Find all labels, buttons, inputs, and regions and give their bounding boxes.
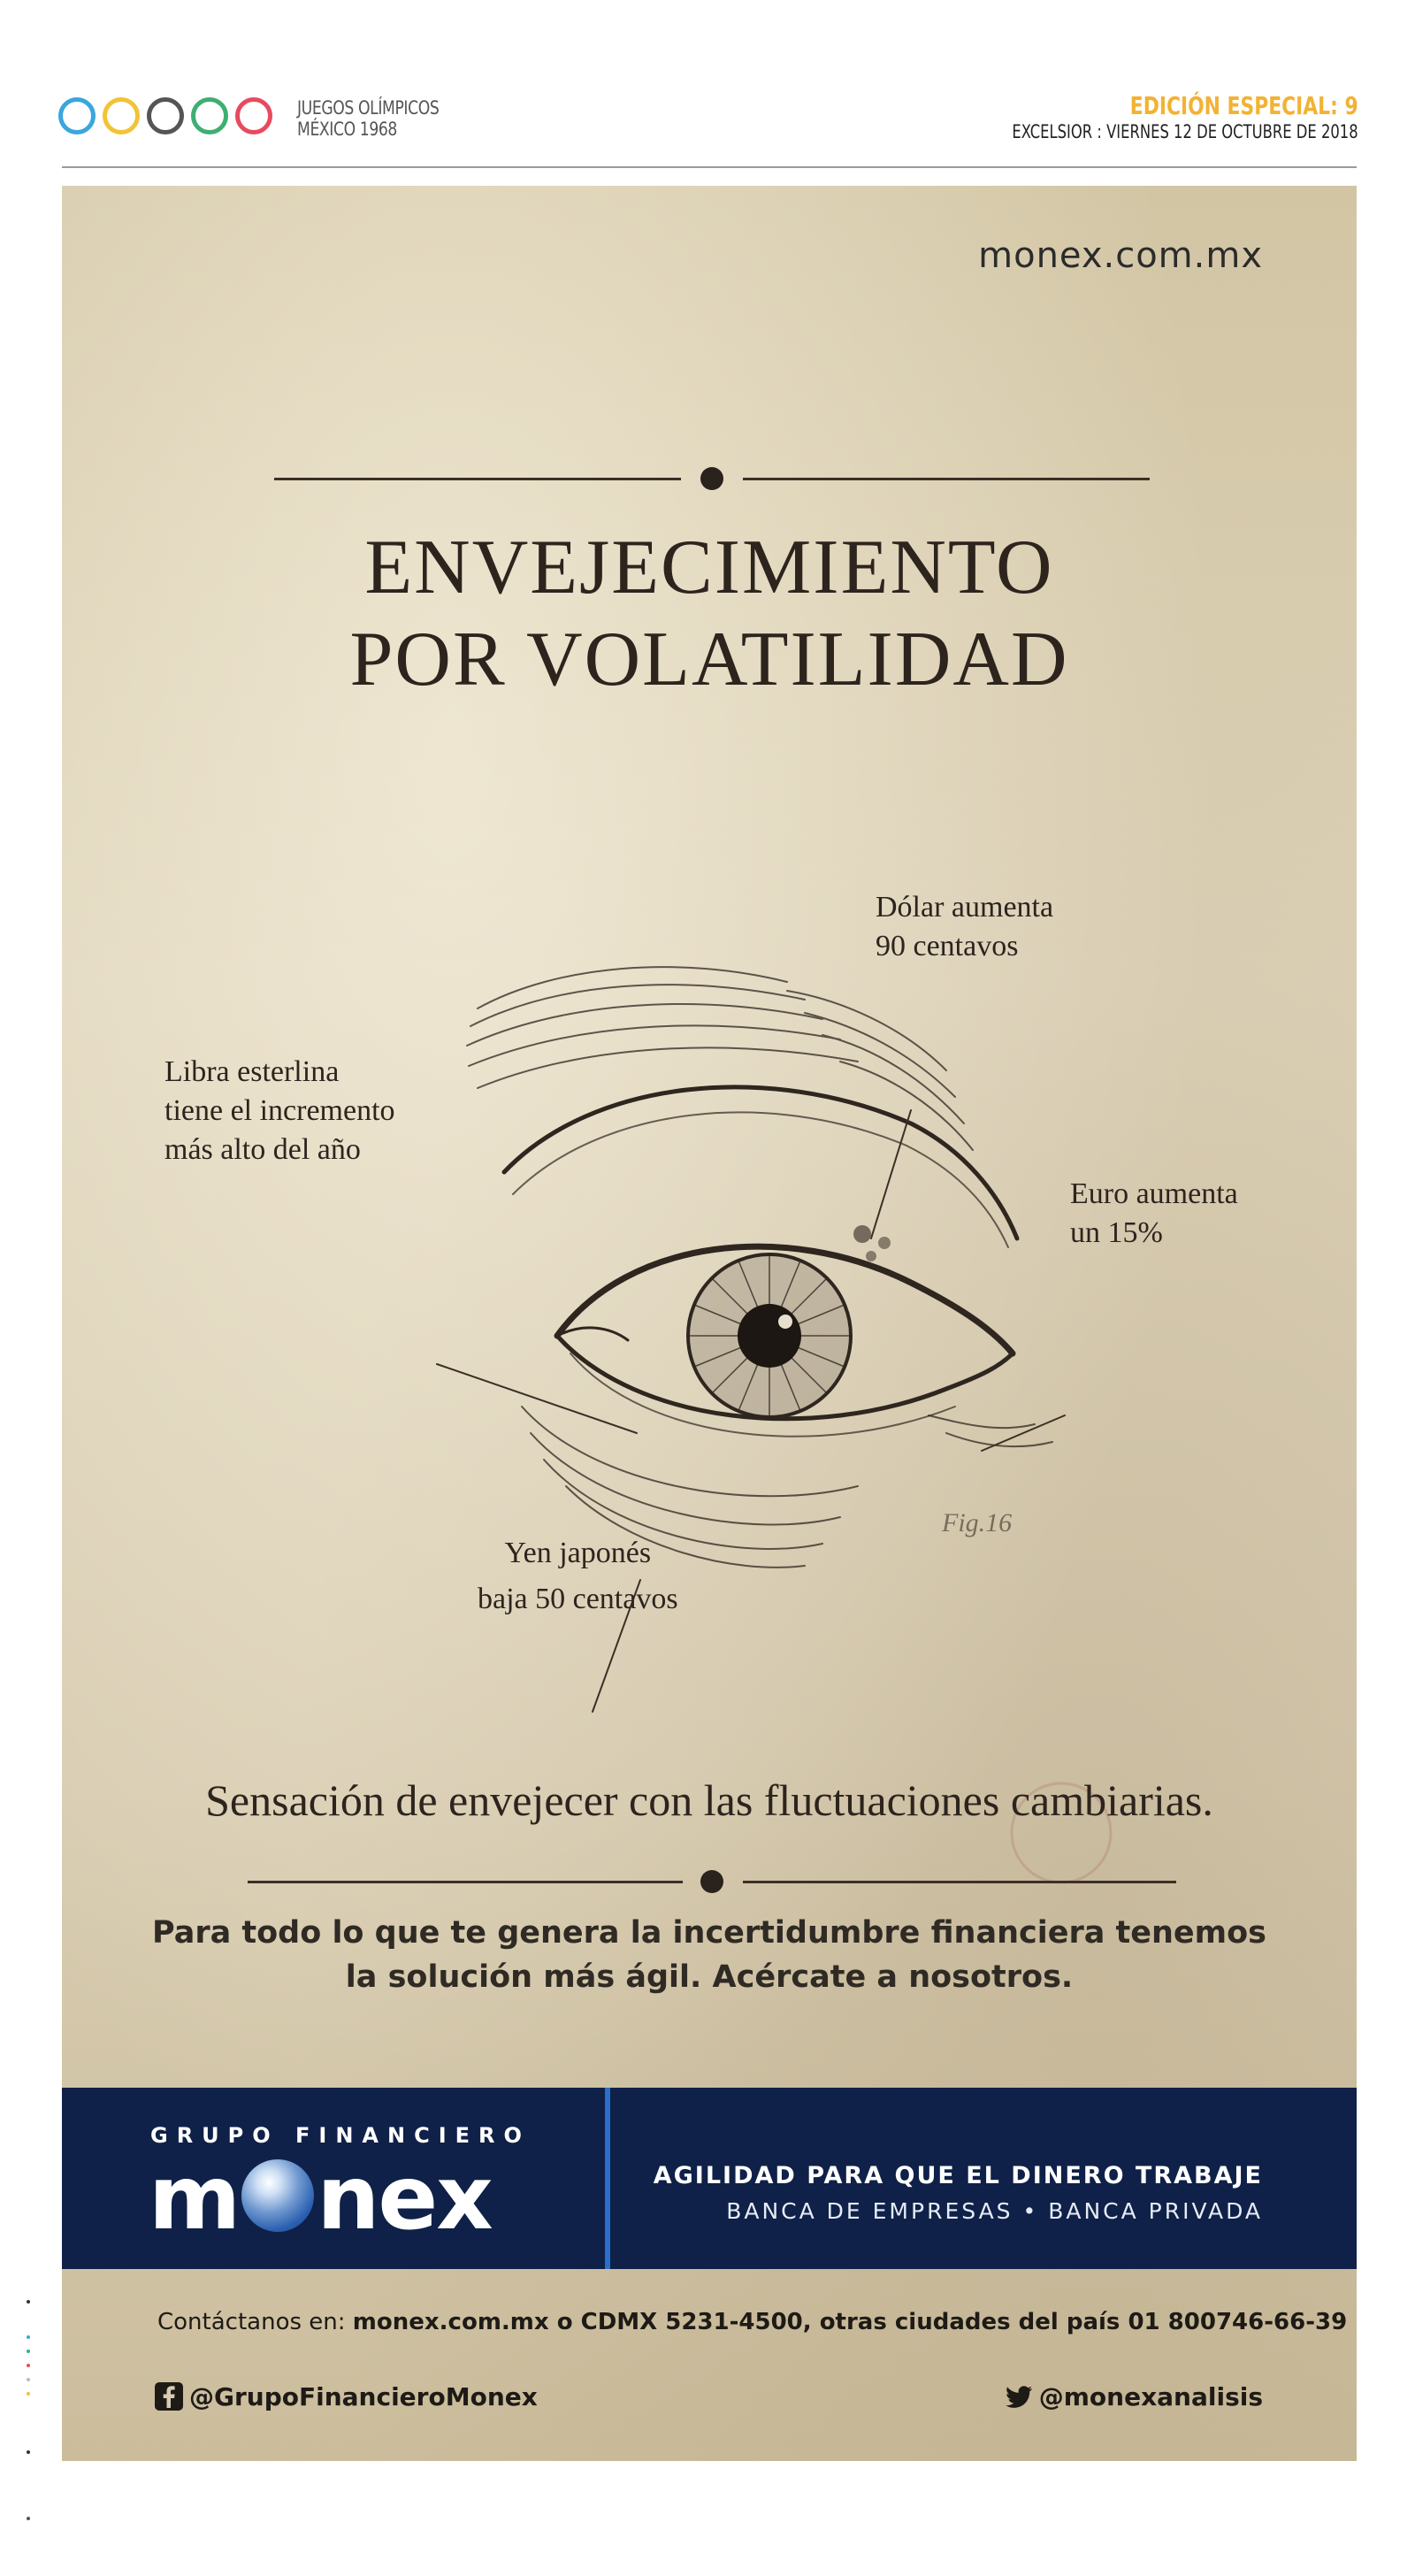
twitter-handle[interactable] xyxy=(1004,2381,1263,2411)
banner-slogan xyxy=(654,2158,1263,2229)
callout-dolar-line1: Dólar aumenta xyxy=(876,891,1054,924)
divider-line-left xyxy=(248,1881,683,1883)
olympic-ring-green xyxy=(191,97,228,134)
logo-text-right: nex xyxy=(317,2146,492,2250)
services-line: BANCA DE EMPRESAS • BANCA PRIVADA xyxy=(726,2198,1263,2224)
registration-dot xyxy=(27,2364,30,2367)
contact-label: Contáctanos en: xyxy=(157,2309,353,2335)
slogan-line: AGILIDAD PARA QUE EL DINERO TRABAJE xyxy=(653,2162,1263,2189)
registration-dot xyxy=(27,2450,30,2454)
olympic-rings-logo xyxy=(58,94,285,143)
registration-dot xyxy=(27,2300,30,2304)
olympic-ring-blue xyxy=(58,97,96,134)
figure-label: Fig.16 xyxy=(942,1508,1013,1537)
divider-line-right xyxy=(743,1881,1176,1883)
cta-line1: Para todo lo que te genera la incertidumbre financiera tenemos xyxy=(151,1915,1267,1951)
games-title-line2: MÉXICO 1968 xyxy=(297,119,397,140)
edition-info xyxy=(1013,92,1358,143)
registration-dot xyxy=(27,2392,30,2396)
callout-euro-line2: un 15% xyxy=(1070,1216,1163,1249)
group-label: GRUPO FINANCIERO xyxy=(150,2123,531,2148)
facebook-handle-text: @GrupoFinancieroMonex xyxy=(189,2381,538,2411)
edition-label: EDICIÓN ESPECIAL: 9 xyxy=(1130,91,1358,120)
bottom-ornament-divider xyxy=(248,1868,1176,1895)
callout-yen xyxy=(478,1530,678,1622)
dateline: EXCELSIOR : VIERNES 12 DE OCTUBRE DE 2018 xyxy=(1012,121,1358,142)
callout-euro xyxy=(1070,1175,1238,1253)
divider-dot xyxy=(700,1870,723,1893)
headline-line2: POR VOLATILIDAD xyxy=(349,617,1069,702)
facebook-handle[interactable] xyxy=(154,2381,538,2411)
pupil-highlight xyxy=(778,1315,792,1329)
registration-dot xyxy=(27,2335,30,2339)
twitter-icon xyxy=(1004,2381,1034,2411)
upper-lid-fold xyxy=(504,1087,1017,1238)
headline-line1: ENVEJECIMIENTO xyxy=(364,525,1054,610)
callout-yen-line1: Yen japonés xyxy=(504,1537,652,1569)
games-title xyxy=(297,97,439,140)
tagline: Sensación de envejecer con las fluctuaciones cambiarias. xyxy=(205,1775,1213,1825)
games-title-line1: JUEGOS OLÍMPICOS xyxy=(297,97,440,119)
monex-logo xyxy=(149,2146,492,2250)
facebook-icon xyxy=(154,2381,184,2411)
callout-euro-line1: Euro aumenta xyxy=(1070,1177,1238,1210)
olympic-ring-yellow xyxy=(103,97,140,134)
callout-libra-line3: más alto del año xyxy=(164,1133,361,1166)
leader-dolar xyxy=(871,1110,911,1238)
contact-details[interactable]: monex.com.mx o CDMX 5231-4500, otras ciudades del país 01 800746-66-39 xyxy=(352,2309,1348,2335)
logo-text-left: m xyxy=(149,2146,240,2250)
registration-dot xyxy=(27,2350,30,2353)
olympic-ring-red xyxy=(235,97,272,134)
cta-line2: la solución más ágil. Acércate a nosotros. xyxy=(345,1959,1074,1995)
advertisement xyxy=(62,186,1357,2461)
callout-libra-line1: Libra esterlina xyxy=(164,1055,340,1088)
callout-yen-line2: baja 50 centavos xyxy=(478,1583,678,1615)
callout-libra xyxy=(164,1053,395,1169)
banner-separator xyxy=(605,2088,610,2269)
olympic-ring-black xyxy=(147,97,184,134)
callout-dolar xyxy=(876,888,1053,966)
brow-hatching xyxy=(467,967,973,1150)
print-registration-marks xyxy=(27,2300,35,2565)
callout-libra-line2: tiene el incremento xyxy=(164,1094,395,1127)
pupil xyxy=(738,1304,801,1368)
monex-banner xyxy=(62,2088,1357,2269)
registration-dot xyxy=(27,2517,30,2520)
contact-line xyxy=(157,2309,1347,2335)
website-link[interactable]: monex.com.mx xyxy=(978,235,1263,276)
masthead-divider xyxy=(62,166,1357,168)
globe-o-icon xyxy=(241,2159,314,2232)
registration-dot xyxy=(27,2378,30,2381)
callout-dolar-line2: 90 centavos xyxy=(876,930,1019,962)
newspaper-masthead xyxy=(0,0,1415,177)
call-to-action xyxy=(62,1911,1357,1999)
twitter-handle-text: @monexanalisis xyxy=(1038,2381,1263,2411)
